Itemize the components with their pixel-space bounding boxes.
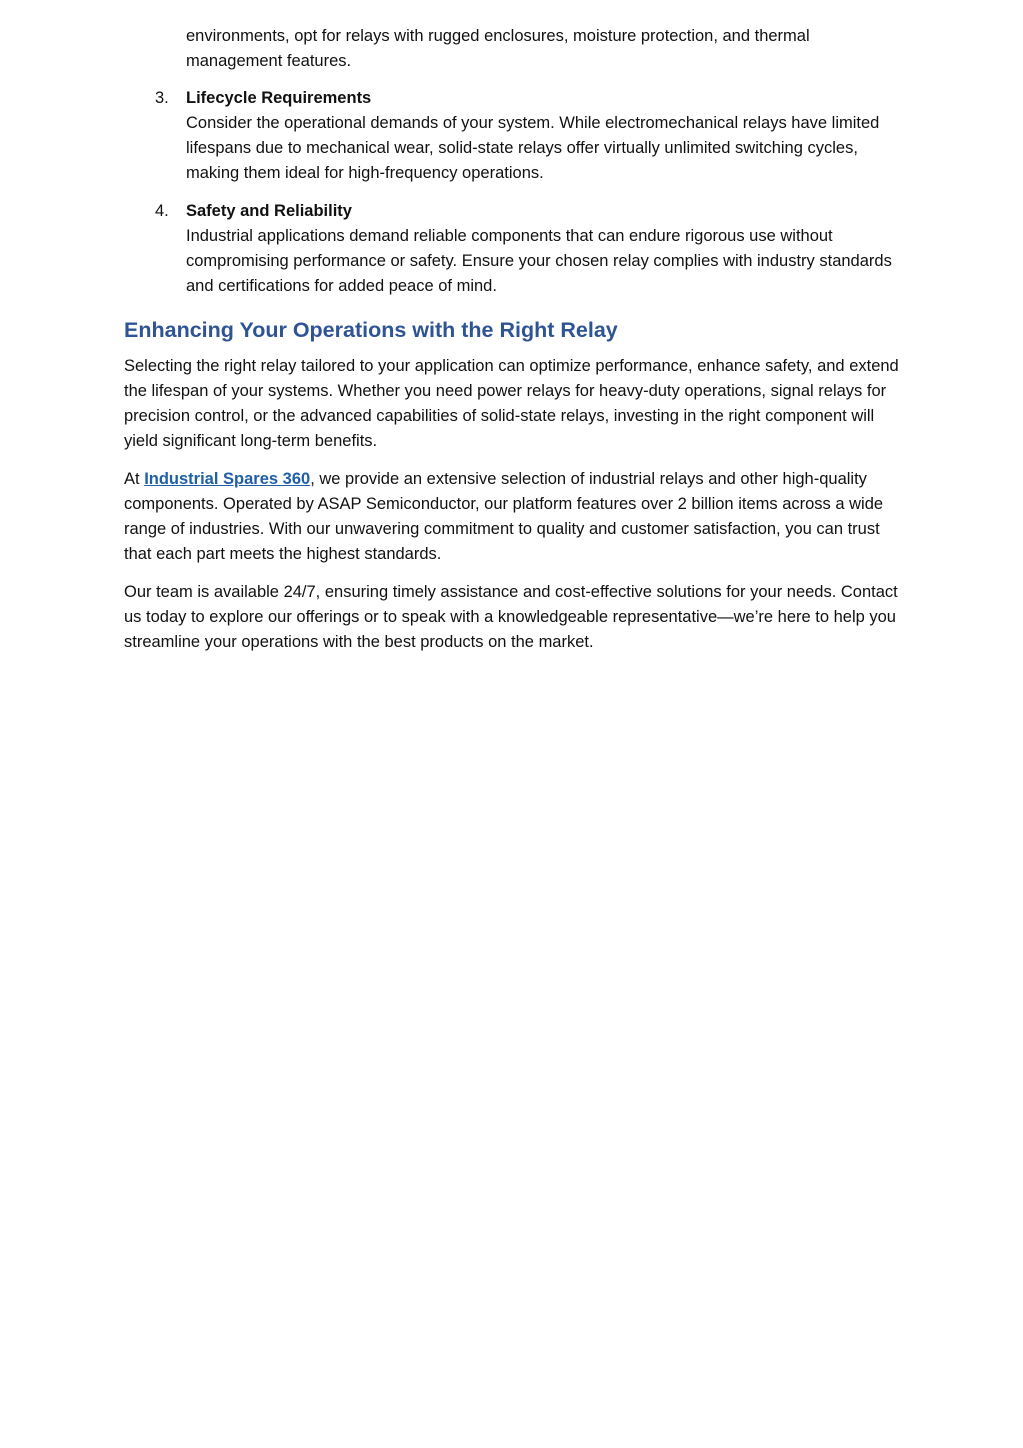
list-item bbox=[124, 86, 904, 186]
list-item-title: Safety and Reliability bbox=[186, 202, 352, 220]
paragraph-contact: Our team is available 24/7, ensuring timely assistance and cost-effective solutions for your needs. Contact us today to explore our offerings or to speak with a knowledgeable representative—we’re here to help you streamline your operations with the best products on the market. bbox=[124, 583, 898, 651]
section-heading: Enhancing Your Operations with the Right Relay bbox=[124, 318, 618, 342]
list-item-title: Lifecycle Requirements bbox=[186, 89, 372, 107]
list-item-body: Consider the operational demands of your system. While electromechanical relays have limited lifespans due to mechanical wear, solid-state relays offer virtually unlimited switching cycles, making them ideal for high-frequency operations. bbox=[186, 114, 880, 182]
document-page bbox=[124, 24, 904, 668]
numbered-list bbox=[124, 86, 904, 299]
list-item-body: Industrial applications demand reliable components that can endure rigorous use without compromising performance or safety. Ensure your chosen relay complies with industry standards and certifications for added peace of mind. bbox=[186, 227, 892, 295]
industrial-spares-link[interactable]: Industrial Spares 360 bbox=[144, 470, 311, 488]
paragraph-prefix: At bbox=[124, 470, 145, 488]
paragraph-company bbox=[124, 467, 904, 567]
list-item-continuation: environments, opt for relays with rugged enclosures, moisture protection, and thermal management features. bbox=[186, 27, 810, 70]
list-number: 4. bbox=[155, 202, 169, 220]
list-item bbox=[124, 199, 904, 299]
paragraph-suffix: , we provide an extensive selection of industrial relays and other high-quality components. Operated by ASAP Semiconductor, our platform features over 2 billion items across a wide range of industries. With our unwavering commitment to quality and customer satisfaction, you can trust that each part meets the highest standards. bbox=[124, 470, 884, 563]
list-number: 3. bbox=[155, 89, 169, 107]
paragraph-selecting: Selecting the right relay tailored to your application can optimize performance, enhance safety, and extend the lifespan of your systems. Whether you need power relays for heavy-duty operations, signal relays for precision control, or the advanced capabilities of solid-state relays, investing in the right component will yield significant long-term benefits. bbox=[124, 357, 899, 450]
